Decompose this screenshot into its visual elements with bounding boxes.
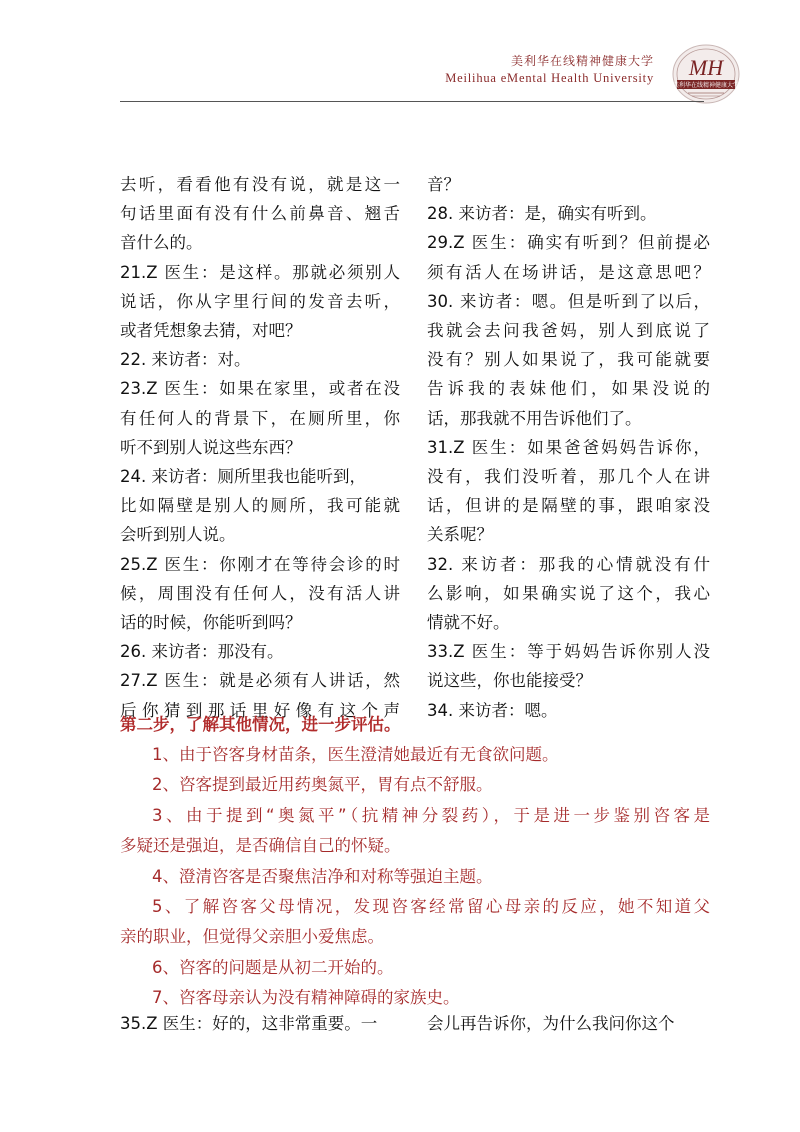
svg-text:美利华在线精神健康大学: 美利华在线精神健康大学: [672, 82, 740, 89]
text-line: 话，但讲的是隔壁的事，跟咱家没: [427, 496, 710, 516]
text-line: 27.Z 医生：就是必须有人讲话，然: [120, 671, 400, 691]
mh-logo: [672, 44, 740, 104]
org-name-en: Meilihua eMental Health University: [445, 71, 654, 85]
step-item: 4、澄清咨客是否聚焦洁净和对称等强迫主题。: [152, 866, 493, 886]
text-line: 么影响，如果确实说了这个，我心: [427, 583, 710, 603]
right-column: [427, 170, 710, 725]
text-line: 29.Z 医生：确实有听到？但前提必: [427, 233, 710, 253]
text-line: 22. 来访者：对。: [120, 350, 251, 370]
step-item-continuation: 亲的职业，但觉得父亲胆小爱焦虑。: [120, 927, 384, 947]
page-header: [0, 0, 800, 110]
text-line: 告诉我的表妹他们，如果没说的: [427, 379, 710, 399]
text-line: 关系呢？: [427, 525, 493, 545]
text-line: 说这些，你也能接受？: [427, 671, 592, 691]
bottom-right-line: 会儿再告诉你，为什么我问你这个: [427, 1014, 675, 1033]
text-line: 须有活人在场讲话，是这意思吧？: [427, 262, 710, 282]
step-item: 6、咨客的问题是从初二开始的。: [152, 957, 394, 977]
text-line: 25.Z 医生：你刚才在等待会诊的时: [120, 554, 400, 574]
text-line: 或者凭想象去猜，对吧？: [120, 321, 302, 341]
text-line: 32. 来访者：那我的心情就没有什: [427, 554, 710, 574]
header-rule: [120, 101, 704, 102]
text-line: 没有？别人如果说了，我可能就要: [427, 350, 710, 370]
text-line: 句话里面有没有什么前鼻音、翘舌: [120, 204, 400, 224]
step-item-continuation: 多疑还是强迫，是否确信自己的怀疑。: [120, 836, 401, 856]
text-line: 有任何人的背景下，在厕所里，你: [120, 408, 400, 428]
text-line: 没有，我们没听着，那几个人在讲: [427, 467, 710, 487]
text-line: 音？: [427, 175, 460, 194]
section-heading: 第二步，了解其他情况，进一步评估。: [120, 715, 401, 734]
text-line: 24. 来访者：厕所里我也能听到，: [120, 467, 366, 487]
text-line: 会听到别人说。: [120, 525, 236, 545]
step-item: 7、咨客母亲认为没有精神障碍的家族史。: [152, 988, 460, 1008]
text-line: 28. 来访者：是，确实有听到。: [427, 204, 657, 224]
text-line: 34. 来访者：嗯。: [427, 700, 558, 720]
text-line: 候，周围没有任何人，没有活人讲: [120, 583, 400, 603]
text-line: 话，那我就不用告诉他们了。: [427, 408, 642, 428]
text-line: 后你猜到那话里好像有这个声: [120, 700, 400, 720]
step-item: 3、由于提到“奥氮平”（抗精神分裂药），于是进一步鉴别咨客是: [152, 805, 710, 825]
text-line: 听不到别人说这些东西？: [120, 437, 302, 457]
bottom-left-line: 35.Z 医生：好的，这非常重要。一: [120, 1014, 378, 1033]
text-line: 33.Z 医生：等于妈妈告诉你别人没: [427, 642, 710, 662]
text-line: 26. 来访者：那没有。: [120, 642, 284, 662]
text-line: 说话，你从字里行间的发音去听，: [120, 291, 400, 311]
org-name-cn: 美利华在线精神健康大学: [510, 54, 654, 68]
text-line: 去听，看看他有没有说，就是这一: [120, 175, 400, 194]
text-line: 比如隔壁是别人的厕所，我可能就: [120, 496, 400, 516]
text-line: 话的时候，你能听到吗？: [120, 613, 302, 633]
text-line: 我就会去问我爸妈，别人到底说了: [427, 321, 710, 341]
step-item: 1、由于咨客身材苗条，医生澄清她最近有无食欲问题。: [152, 745, 559, 764]
step-item: 5、了解咨客父母情况，发现咨客经常留心母亲的反应，她不知道父: [152, 897, 710, 917]
text-line: 情就不好。: [427, 613, 510, 633]
text-line: 21.Z 医生：是这样。那就必须别人: [120, 262, 400, 282]
left-column: [120, 170, 400, 725]
step-two-section: [120, 710, 710, 1014]
step-item: 2、咨客提到最近用药奥氮平，胃有点不舒服。: [152, 775, 493, 795]
text-line: 音什么的。: [120, 233, 203, 253]
svg-text:MH: MH: [688, 55, 724, 80]
text-line: 30. 来访者：嗯。但是听到了以后，: [427, 291, 710, 311]
text-line: 23.Z 医生：如果在家里，或者在没: [120, 379, 400, 399]
text-line: 31.Z 医生：如果爸爸妈妈告诉你，: [427, 437, 710, 457]
